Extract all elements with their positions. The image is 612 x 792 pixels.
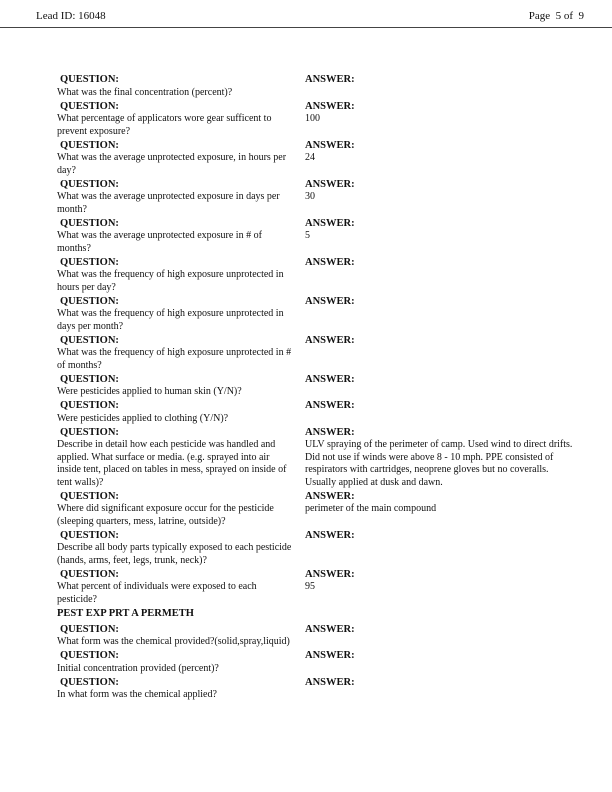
answer-label: ANSWER: [305, 426, 355, 438]
question-text: What percent of individuals were exposed to each pesticide? [57, 581, 257, 605]
qa-row [57, 624, 576, 649]
qa-row [57, 335, 576, 373]
qa-row [57, 296, 576, 334]
question-text: Describe all body parts typically exposed to each pesticide (hands, arms, feet, legs, trunk, neck)? [57, 542, 292, 566]
question-column [57, 296, 305, 334]
question-text: Were pesticides applied to human skin (Y/N)? [57, 386, 242, 397]
answer-column [305, 427, 576, 490]
answer-column [305, 335, 576, 349]
header-divider [0, 27, 612, 28]
answer-text [305, 308, 576, 309]
answer-column [305, 400, 576, 414]
answer-label: ANSWER: [305, 623, 355, 635]
question-label: QUESTION: [60, 295, 119, 307]
answer-label: ANSWER: [305, 100, 355, 112]
question-text: Initial concentration provided (percent)? [57, 662, 219, 674]
answer-label: ANSWER: [305, 217, 355, 229]
answer-column [305, 530, 576, 544]
answer-column [305, 74, 576, 88]
question-label: QUESTION: [60, 334, 119, 346]
question-column [57, 335, 305, 373]
question-text: What was the average unprotected exposure, in hours per day? [57, 152, 287, 176]
answer-column [305, 218, 576, 243]
answer-column [305, 624, 576, 638]
question-label: QUESTION: [60, 256, 119, 268]
question-column [57, 101, 305, 139]
qa-row [57, 491, 576, 529]
question-text: What was the average unprotected exposure in days per month? [57, 191, 280, 215]
question-text: What form was the chemical provided?(solid,spray,liquid) [57, 636, 290, 647]
answer-text [305, 663, 576, 664]
answer-text [305, 636, 576, 637]
lead-id-label: Lead ID: 16048 [36, 10, 106, 22]
answer-label: ANSWER: [305, 74, 355, 85]
answer-text: 30 [305, 191, 315, 202]
answer-column [305, 491, 576, 516]
question-text: Describe in detail how each pesticide was handled and applied. What surface or media. (e.g. sprayed into air inside tent, placed on tables in mess, sprayed on inside of tent walls)? [57, 439, 287, 488]
answer-text [305, 413, 576, 414]
section-title: PEST EXP PRT A PERMETH [57, 608, 194, 619]
question-column [57, 569, 305, 607]
question-label: QUESTION: [60, 623, 119, 635]
answer-text [305, 542, 576, 543]
question-column [57, 179, 305, 217]
answer-text: 95 [305, 581, 315, 592]
answer-column [305, 650, 576, 664]
answer-label: ANSWER: [305, 256, 355, 268]
question-column [57, 624, 305, 649]
question-label: QUESTION: [60, 217, 119, 229]
answer-column [305, 101, 576, 126]
qa-row [57, 218, 576, 256]
answer-label: ANSWER: [305, 568, 355, 580]
answer-label: ANSWER: [305, 178, 355, 190]
qa-row [57, 257, 576, 295]
question-column [57, 530, 305, 568]
question-label: QUESTION: [60, 139, 119, 151]
answer-column [305, 140, 576, 165]
answer-text: 100 [305, 113, 320, 124]
question-text: What percentage of applicators wore gear sufficent to prevent exposure? [57, 113, 272, 137]
qa-row [57, 677, 576, 702]
question-label: QUESTION: [60, 100, 119, 112]
question-label: QUESTION: [60, 490, 119, 502]
answer-label: ANSWER: [305, 373, 355, 385]
answer-text: 5 [305, 230, 310, 241]
qa-row [57, 400, 576, 425]
qa-row [57, 650, 576, 675]
question-column [57, 400, 305, 425]
answer-text: 24 [305, 152, 315, 163]
question-text: Were pesticides applied to clothing (Y/N)? [57, 412, 229, 424]
question-column [57, 427, 305, 490]
question-label: QUESTION: [60, 400, 119, 411]
question-label: QUESTION: [60, 74, 119, 85]
qa-row [57, 101, 576, 139]
answer-column [305, 179, 576, 204]
answer-text [305, 386, 576, 387]
qa-row [57, 374, 576, 399]
answer-text [305, 347, 576, 348]
qa-row [57, 74, 576, 99]
qa-list [57, 74, 576, 703]
answer-label: ANSWER: [305, 529, 355, 541]
question-text: In what form was the chemical applied? [57, 689, 217, 700]
question-label: QUESTION: [60, 178, 119, 190]
answer-label: ANSWER: [305, 295, 355, 307]
qa-row [57, 179, 576, 217]
question-text: What was the frequency of high exposure unprotected in # of months? [57, 347, 292, 371]
qa-row [57, 569, 576, 607]
answer-label: ANSWER: [305, 400, 355, 411]
question-label: QUESTION: [60, 650, 119, 661]
qa-row [57, 530, 576, 568]
question-column [57, 677, 305, 702]
answer-label: ANSWER: [305, 676, 355, 688]
question-label: QUESTION: [60, 426, 119, 438]
answer-text [305, 269, 576, 270]
answer-label: ANSWER: [305, 334, 355, 346]
answer-text: ULV spraying of the perimeter of camp. Used wind to direct drifts. Did not use if winds were above 8 - 10 mph. PPE consisted of respirators with cartridges, neoprene gloves but no coveralls. Usually applied at dusk and dawn. [305, 439, 573, 488]
question-label: QUESTION: [60, 568, 119, 580]
section-header [57, 608, 576, 621]
qa-row [57, 140, 576, 178]
question-text: What was the frequency of high exposure unprotected in days per month? [57, 308, 284, 332]
answer-label: ANSWER: [305, 139, 355, 151]
question-label: QUESTION: [60, 373, 119, 385]
question-label: QUESTION: [60, 529, 119, 541]
page-header [36, 10, 584, 23]
question-label: QUESTION: [60, 676, 119, 688]
answer-column [305, 677, 576, 691]
answer-label: ANSWER: [305, 650, 355, 661]
qa-row [57, 427, 576, 490]
question-column [57, 140, 305, 178]
question-text: What was the average unprotected exposure in # of months? [57, 230, 262, 254]
answer-column [305, 257, 576, 271]
question-column [57, 257, 305, 295]
answer-column [305, 296, 576, 310]
answer-text: perimeter of the main compound [305, 503, 437, 514]
question-text: What was the frequency of high exposure unprotected in hours per day? [57, 269, 284, 293]
question-column [57, 491, 305, 529]
question-column [57, 374, 305, 399]
question-column [57, 74, 305, 99]
question-column [57, 218, 305, 256]
page-number-label: Page 5 of 9 [528, 10, 584, 22]
answer-text [305, 689, 576, 690]
answer-label: ANSWER: [305, 490, 355, 502]
question-column [57, 650, 305, 675]
answer-column [305, 374, 576, 388]
question-text: Where did significant exposure occur for the pesticide (sleeping quarters, mess, latrine, outside)? [57, 503, 274, 527]
question-text: What was the final concentration (percent)? [57, 86, 233, 98]
answer-text [305, 87, 576, 88]
answer-column [305, 569, 576, 594]
